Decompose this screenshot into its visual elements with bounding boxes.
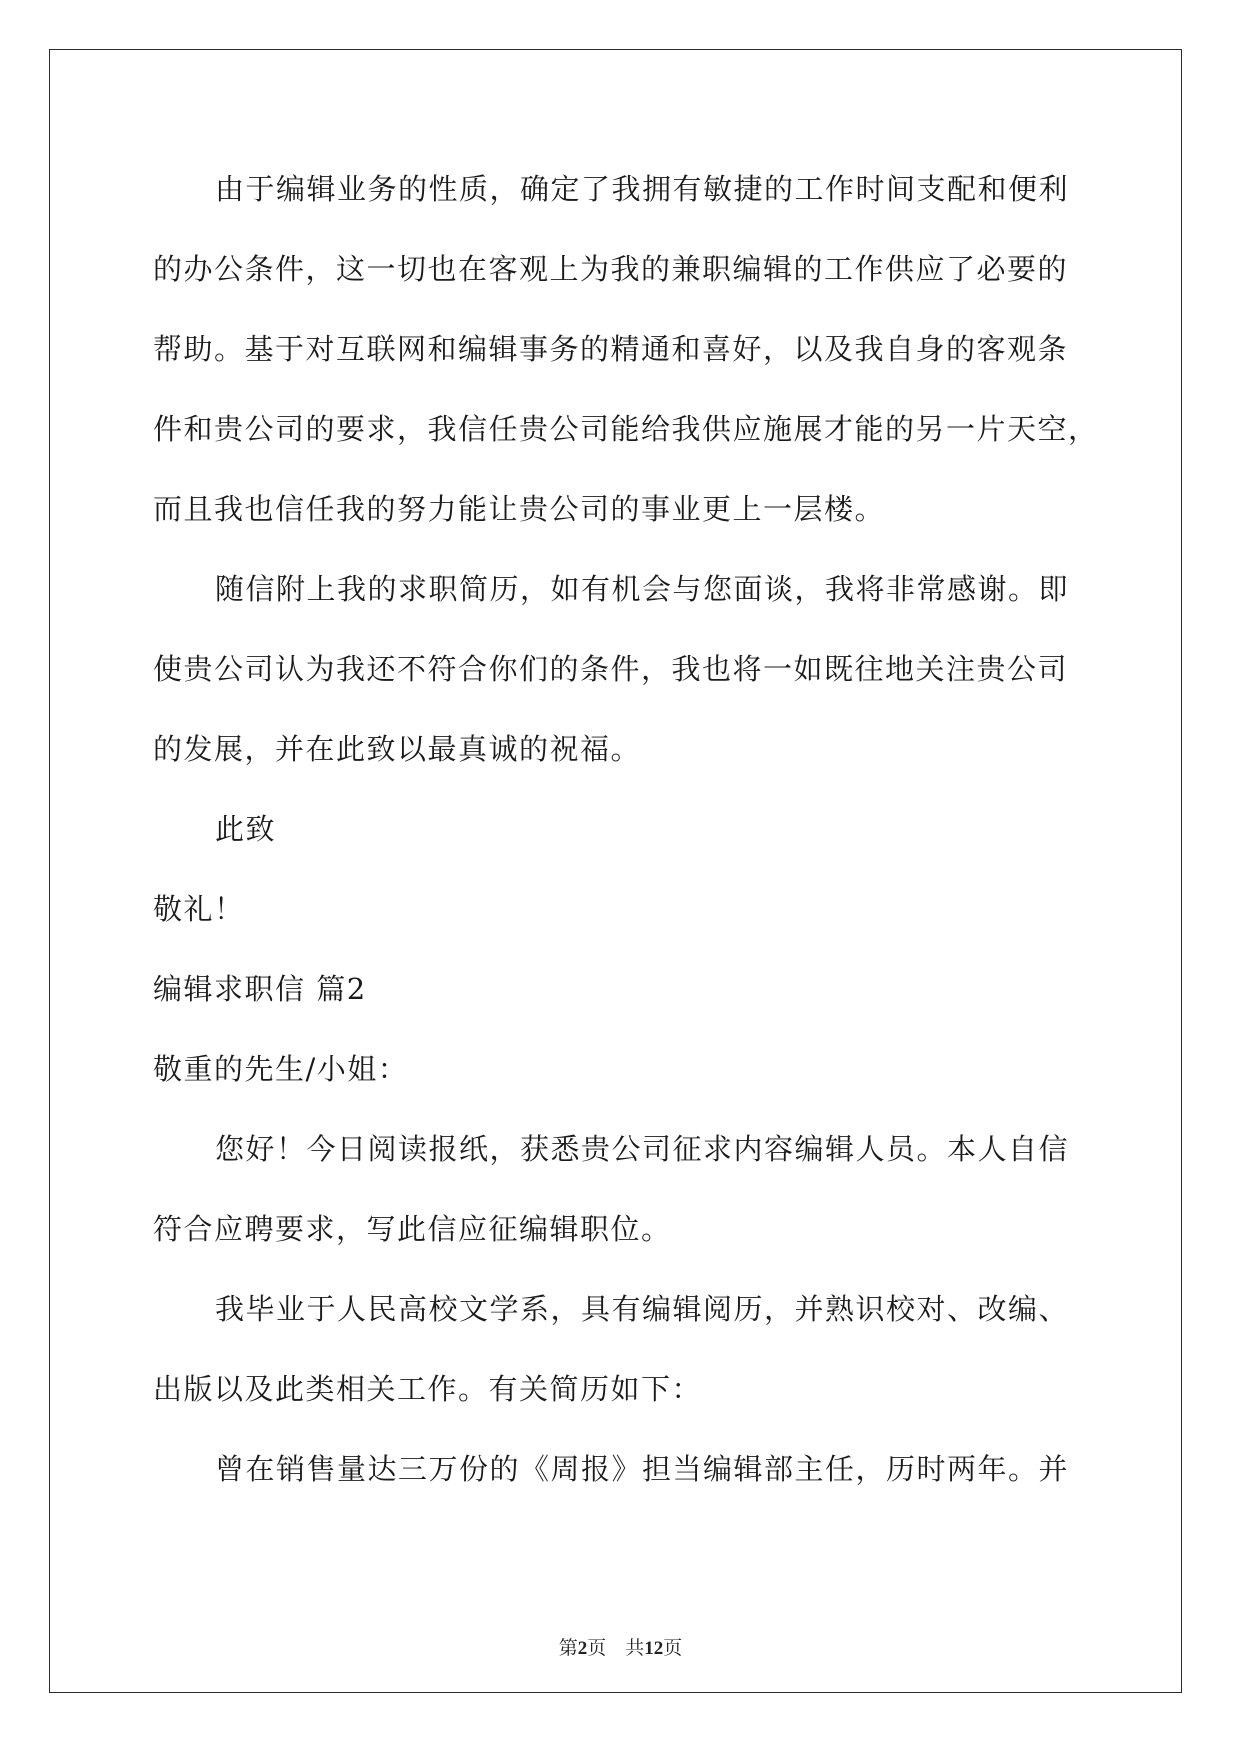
paragraph-line: 件和贵公司的要求，我信任贵公司能给我供应施展才能的另一片天空，	[153, 412, 1099, 446]
paragraph-line: 使贵公司认为我还不符合你们的条件，我也将一如既往地关注贵公司	[153, 652, 1069, 686]
paragraph-line: 随信附上我的求职简历，如有机会与您面谈，我将非常感谢。即	[215, 572, 1070, 606]
page-border	[49, 49, 1182, 1693]
paragraph-line: 而且我也信任我的努力能让贵公司的事业更上一层楼。	[153, 492, 886, 526]
total-page-count: 12	[644, 1638, 664, 1659]
paragraph-line: 您好！今日阅读报纸，获悉贵公司征求内容编辑人员。本人自信	[215, 1132, 1070, 1166]
page-footer	[0, 1633, 1241, 1660]
footer-prefix: 第	[558, 1638, 578, 1659]
paragraph-line: 帮助。基于对互联网和编辑事务的精通和喜好，以及我自身的客观条	[153, 332, 1069, 366]
current-page-number: 2	[577, 1638, 588, 1659]
section-heading: 编辑求职信 篇2	[153, 972, 367, 1006]
footer-total-prefix: 共	[625, 1638, 645, 1659]
greeting-line: 敬重的先生/小姐：	[153, 1052, 409, 1086]
footer-total-suffix: 页	[663, 1638, 683, 1659]
paragraph-line: 我毕业于人民高校文学系，具有编辑阅历，并熟识校对、改编、	[215, 1292, 1070, 1326]
paragraph-line: 出版以及此类相关工作。有关简历如下：	[153, 1372, 703, 1406]
salutation-line: 敬礼！	[153, 892, 245, 926]
footer-page-suffix: 页	[587, 1638, 607, 1659]
paragraph-line: 的办公条件，这一切也在客观上为我的兼职编辑的工作供应了必要的	[153, 252, 1069, 286]
paragraph-line: 曾在销售量达三万份的《周报》担当编辑部主任，历时两年。并	[215, 1452, 1070, 1486]
paragraph-line: 符合应聘要求，写此信应征编辑职位。	[153, 1212, 672, 1246]
paragraph-line: 的发展，并在此致以最真诚的祝福。	[153, 732, 642, 766]
closing-line: 此致	[215, 812, 277, 846]
paragraph-line: 由于编辑业务的性质，确定了我拥有敏捷的工作时间支配和便利	[215, 172, 1070, 206]
